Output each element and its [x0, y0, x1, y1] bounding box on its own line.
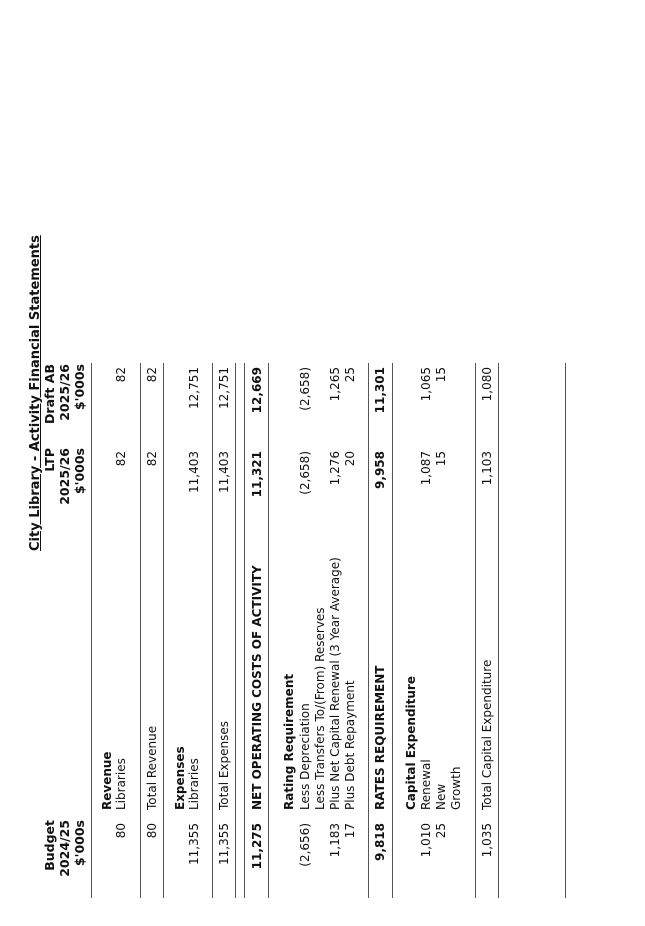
capex-total-bottom-rule — [498, 363, 499, 898]
rating-depreciation-draft: (2,658) — [298, 367, 312, 411]
budget-header-line-1: Budget — [42, 820, 57, 871]
draft-column-header — [42, 364, 87, 442]
revenue-total-top-rule — [140, 363, 141, 898]
revenue-libraries-label: Libraries — [114, 758, 128, 810]
revenue-libraries-draft: 82 — [114, 367, 128, 383]
revenue-libraries-ltp: 82 — [114, 451, 128, 467]
rating-debt-label: Plus Debt Repayment — [343, 680, 357, 810]
rating-depreciation-budget: (2,656) — [298, 823, 312, 867]
rates-label: RATES REQUIREMENT — [373, 665, 387, 810]
expenses-total-draft: 12,751 — [217, 367, 231, 409]
revenue-total-bottom-rule — [163, 363, 164, 898]
ltp-header-line-3: $'000s — [72, 448, 87, 495]
net-operating-top-rule — [244, 363, 245, 898]
capex-total-ltp: 1,103 — [480, 451, 494, 486]
draft-header-line-3: $'000s — [72, 364, 87, 411]
capex-renewal-label: Renewal — [419, 759, 433, 810]
expenses-libraries-draft: 12,751 — [187, 367, 201, 409]
net-operating-budget: 11,275 — [250, 823, 264, 870]
rating-depreciation-ltp: (2,658) — [298, 451, 312, 495]
header-rule — [91, 363, 92, 898]
rating-heading: Rating Requirement — [282, 673, 296, 810]
capex-total-label: Total Capital Expenditure — [480, 659, 494, 810]
statement-title: City Library - Activity Financial Statements — [28, 235, 43, 551]
net-operating-ltp: 11,321 — [250, 451, 264, 498]
rates-budget: 9,818 — [373, 823, 387, 861]
net-operating-label: NET OPERATING COSTS OF ACTIVITY — [250, 565, 264, 810]
capex-growth-label: Growth — [449, 766, 463, 810]
expenses-total-label: Total Expenses — [217, 720, 231, 810]
rates-top-rule — [368, 363, 369, 898]
rating-debt-ltp: 20 — [343, 451, 357, 467]
page-bottom-rule — [565, 363, 566, 898]
revenue-total-ltp: 82 — [145, 451, 159, 467]
expenses-libraries-ltp: 11,403 — [187, 451, 201, 493]
revenue-libraries-budget: 80 — [114, 823, 128, 839]
revenue-total-draft: 82 — [145, 367, 159, 383]
expenses-total-top-rule — [212, 363, 213, 898]
revenue-heading: Revenue — [100, 751, 114, 810]
capex-total-budget: 1,035 — [480, 823, 494, 858]
capex-total-top-rule — [475, 363, 476, 898]
rating-depreciation-label: Less Depreciation — [298, 703, 312, 810]
rating-debt-budget: 17 — [343, 823, 357, 839]
rates-draft: 11,301 — [373, 367, 387, 414]
capex-new-draft: 15 — [434, 367, 448, 383]
draft-header-line-2: 2025/26 — [57, 364, 72, 421]
rates-bottom-rule — [392, 363, 393, 898]
budget-header-line-2: 2024/25 — [57, 820, 72, 877]
expenses-libraries-budget: 11,355 — [187, 823, 201, 865]
ltp-header-line-1: LTP — [42, 448, 57, 472]
net-operating-draft: 12,669 — [250, 367, 264, 414]
net-operating-bottom-rule — [268, 363, 269, 898]
expenses-total-budget: 11,355 — [217, 823, 231, 865]
budget-column-header — [42, 820, 87, 898]
ltp-header-line-2: 2025/26 — [57, 448, 72, 505]
capex-new-budget: 25 — [434, 823, 448, 839]
expenses-libraries-label: Libraries — [187, 758, 201, 810]
rating-renewal-ltp: 1,276 — [328, 451, 342, 486]
capex-renewal-draft: 1,065 — [419, 367, 433, 402]
rates-ltp: 9,958 — [373, 451, 387, 489]
capex-heading: Capital Expenditure — [404, 676, 418, 810]
capex-new-label: New — [434, 783, 448, 810]
capex-total-draft: 1,080 — [480, 367, 494, 402]
expenses-total-ltp: 11,403 — [217, 451, 231, 493]
expenses-heading: Expenses — [173, 746, 187, 810]
rating-renewal-budget: 1,183 — [328, 823, 342, 858]
rating-renewal-label: Plus Net Capital Renewal (3 Year Average) — [328, 557, 342, 810]
expenses-total-bottom-rule — [235, 363, 236, 898]
capex-new-ltp: 15 — [434, 451, 448, 467]
capex-renewal-budget: 1,010 — [419, 823, 433, 858]
capex-renewal-ltp: 1,087 — [419, 451, 433, 486]
budget-header-line-3: $'000s — [72, 820, 87, 867]
revenue-total-label: Total Revenue — [145, 725, 159, 810]
rating-renewal-draft: 1,265 — [328, 367, 342, 402]
revenue-total-budget: 80 — [145, 823, 159, 839]
draft-header-line-1: Draft AB — [42, 364, 57, 424]
rating-debt-draft: 25 — [343, 367, 357, 383]
ltp-column-header — [42, 448, 87, 526]
rating-transfers-label: Less Transfers To/(From) Reserves — [313, 607, 327, 810]
